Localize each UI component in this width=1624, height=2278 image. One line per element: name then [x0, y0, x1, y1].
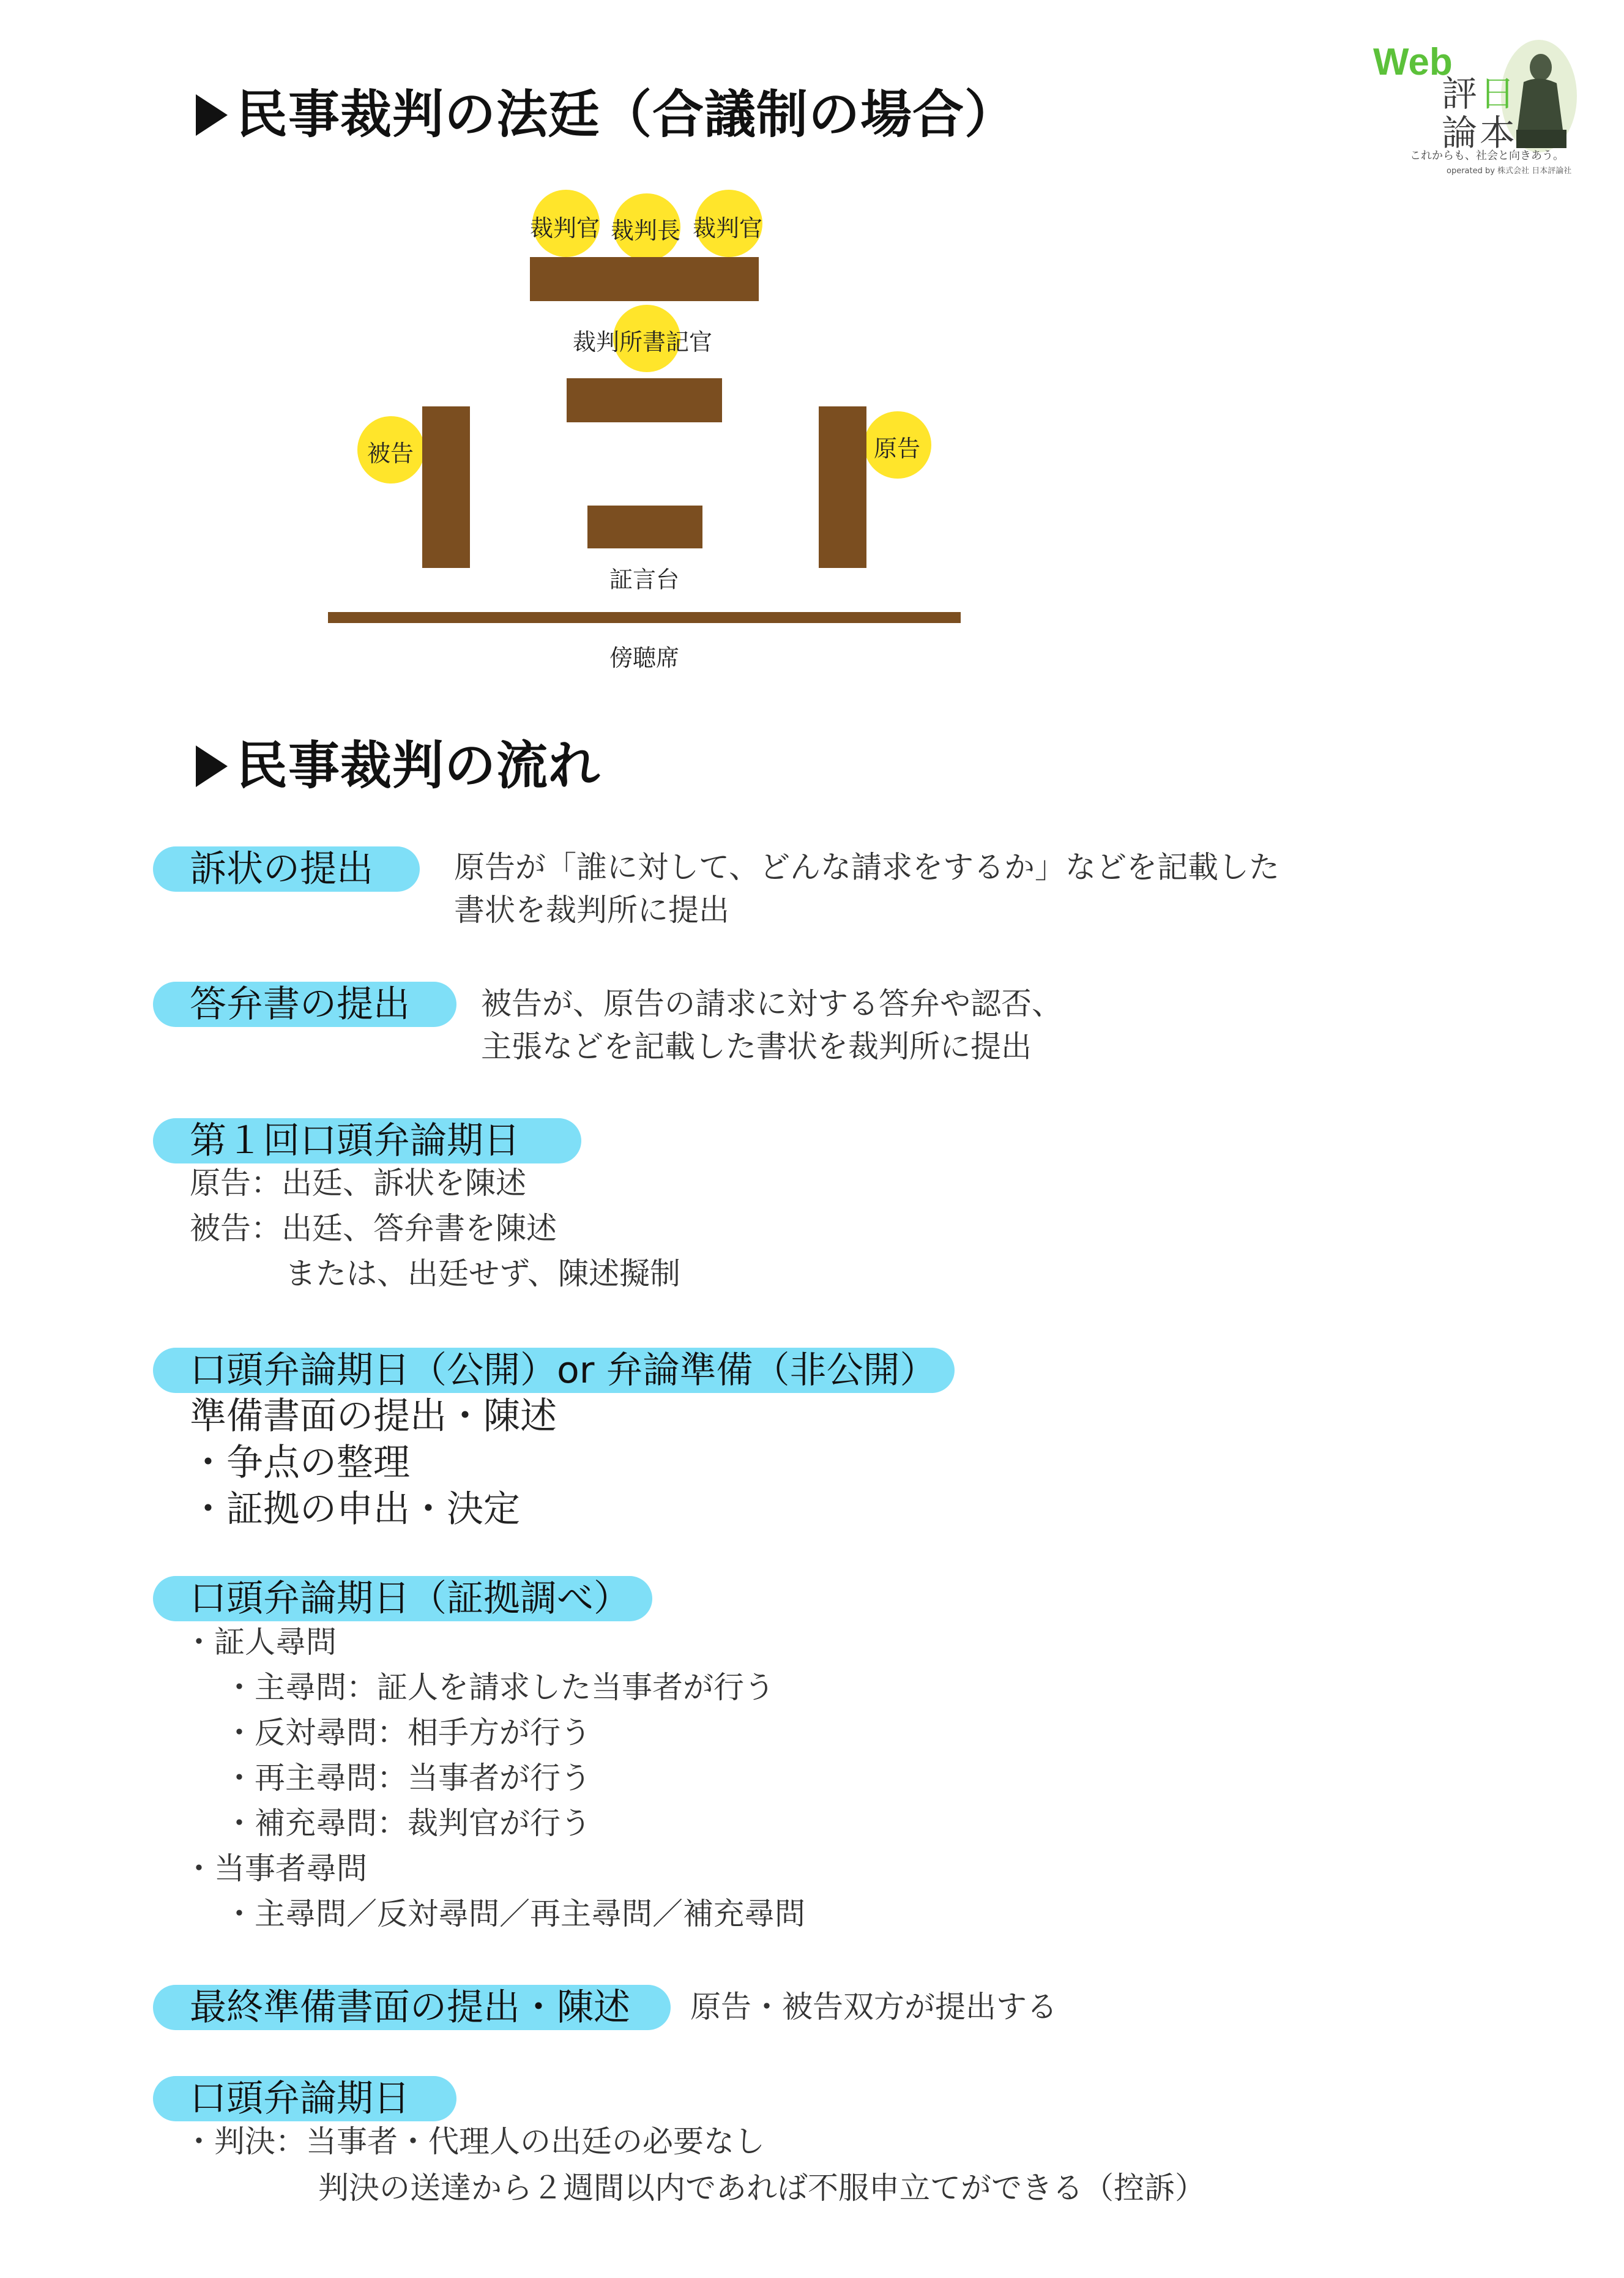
logo-char-hyo: 評 — [1442, 73, 1478, 114]
logo-publisher: operated by 株式会社 日本評論社 — [1447, 166, 1572, 176]
step-label-complaint: 訴状の提出 — [190, 848, 373, 891]
gallery-label: 傍聴席 — [609, 644, 680, 671]
clerk-label: 裁判所書記官 — [573, 329, 713, 356]
step-line: ・当事者尋問 — [184, 1851, 367, 1886]
step-label-hearing-or-prep: 口頭弁論期日（公開）or 弁論準備（非公開） — [190, 1349, 937, 1392]
plaintiff-desk — [819, 406, 866, 568]
step-line: 判決の送達から２週間以内であれば不服申立てができる（控訴） — [318, 2170, 1205, 2206]
step-line: 原告：出廷、訴状を陳述 — [190, 1165, 526, 1201]
judges-bench — [530, 257, 759, 301]
logo-char-ron: 論 — [1442, 112, 1478, 154]
clerk-desk — [567, 378, 722, 422]
step-line: ・争点の整理 — [190, 1441, 410, 1484]
step-line: 準備書面の提出・陳述 — [190, 1395, 557, 1438]
step-desc-line: 主張などを記載した書状を裁判所に提出 — [481, 1029, 1032, 1064]
step-line: ・証拠の申出・決定 — [190, 1488, 520, 1531]
logo-char-nichi: 日 — [1480, 73, 1516, 114]
section-heading-flow — [196, 725, 600, 799]
step-line: 被告：出廷、答弁書を陳述 — [190, 1211, 557, 1246]
section-title: 民事裁判の流れ — [236, 736, 601, 796]
step-desc-line: 原告が「誰に対して、どんな請求をするか」などを記載した — [454, 850, 1279, 885]
logo-char-hon: 本 — [1480, 112, 1516, 154]
judge-left-label: 裁判官 — [530, 215, 600, 242]
step-desc-line: 被告が、原告の請求に対する答弁や認否、 — [481, 986, 1062, 1021]
logo-web-text: Web — [1373, 41, 1453, 83]
defendant-desk — [422, 406, 470, 568]
step-line: ・反対尋問：相手方が行う — [224, 1715, 591, 1750]
witness-stand-label: 証言台 — [609, 566, 680, 593]
step-line: ・判決：当事者・代理人の出廷の必要なし — [184, 2124, 765, 2159]
logo-tagline: これからも、社会と向きあう。 — [1410, 149, 1564, 162]
step-desc-line: 書状を裁判所に提出 — [454, 892, 729, 928]
gallery-bar — [328, 612, 961, 623]
step-line: ・主尋問：証人を請求した当事者が行う — [224, 1670, 775, 1705]
courtroom-diagram — [0, 0, 1624, 685]
triangle-bullet-icon — [196, 745, 228, 787]
step-line: ・証人尋問 — [184, 1624, 337, 1660]
step-label-evidence-hearing: 口頭弁論期日（証拠調べ） — [190, 1577, 630, 1620]
witness-stand — [587, 506, 702, 548]
step-label-answer: 答弁書の提出 — [190, 983, 410, 1026]
step-desc-line: 原告・被告双方が提出する — [690, 1989, 1057, 2025]
judge-right-label: 裁判官 — [693, 215, 763, 242]
defendant-label: 被告 — [367, 440, 414, 467]
judge-chief-label: 裁判長 — [611, 217, 681, 244]
step-line: ・補充尋問：裁判官が行う — [224, 1806, 591, 1841]
step-label-final-brief: 最終準備書面の提出・陳述 — [190, 1986, 630, 2029]
step-label-first-hearing: 第１回口頭弁論期日 — [190, 1119, 520, 1162]
step-line: ・主尋問／反対尋問／再主尋問／補充尋問 — [224, 1896, 805, 1932]
step-line: ・再主尋問：当事者が行う — [224, 1760, 591, 1796]
step-label-judgment-hearing: 口頭弁論期日 — [190, 2077, 410, 2120]
section-title: 民事裁判の法廷（合議制の場合） — [236, 84, 1017, 144]
step-line: または、出廷せず、陳述擬制 — [285, 1256, 680, 1291]
plaintiff-label: 原告 — [874, 435, 921, 462]
